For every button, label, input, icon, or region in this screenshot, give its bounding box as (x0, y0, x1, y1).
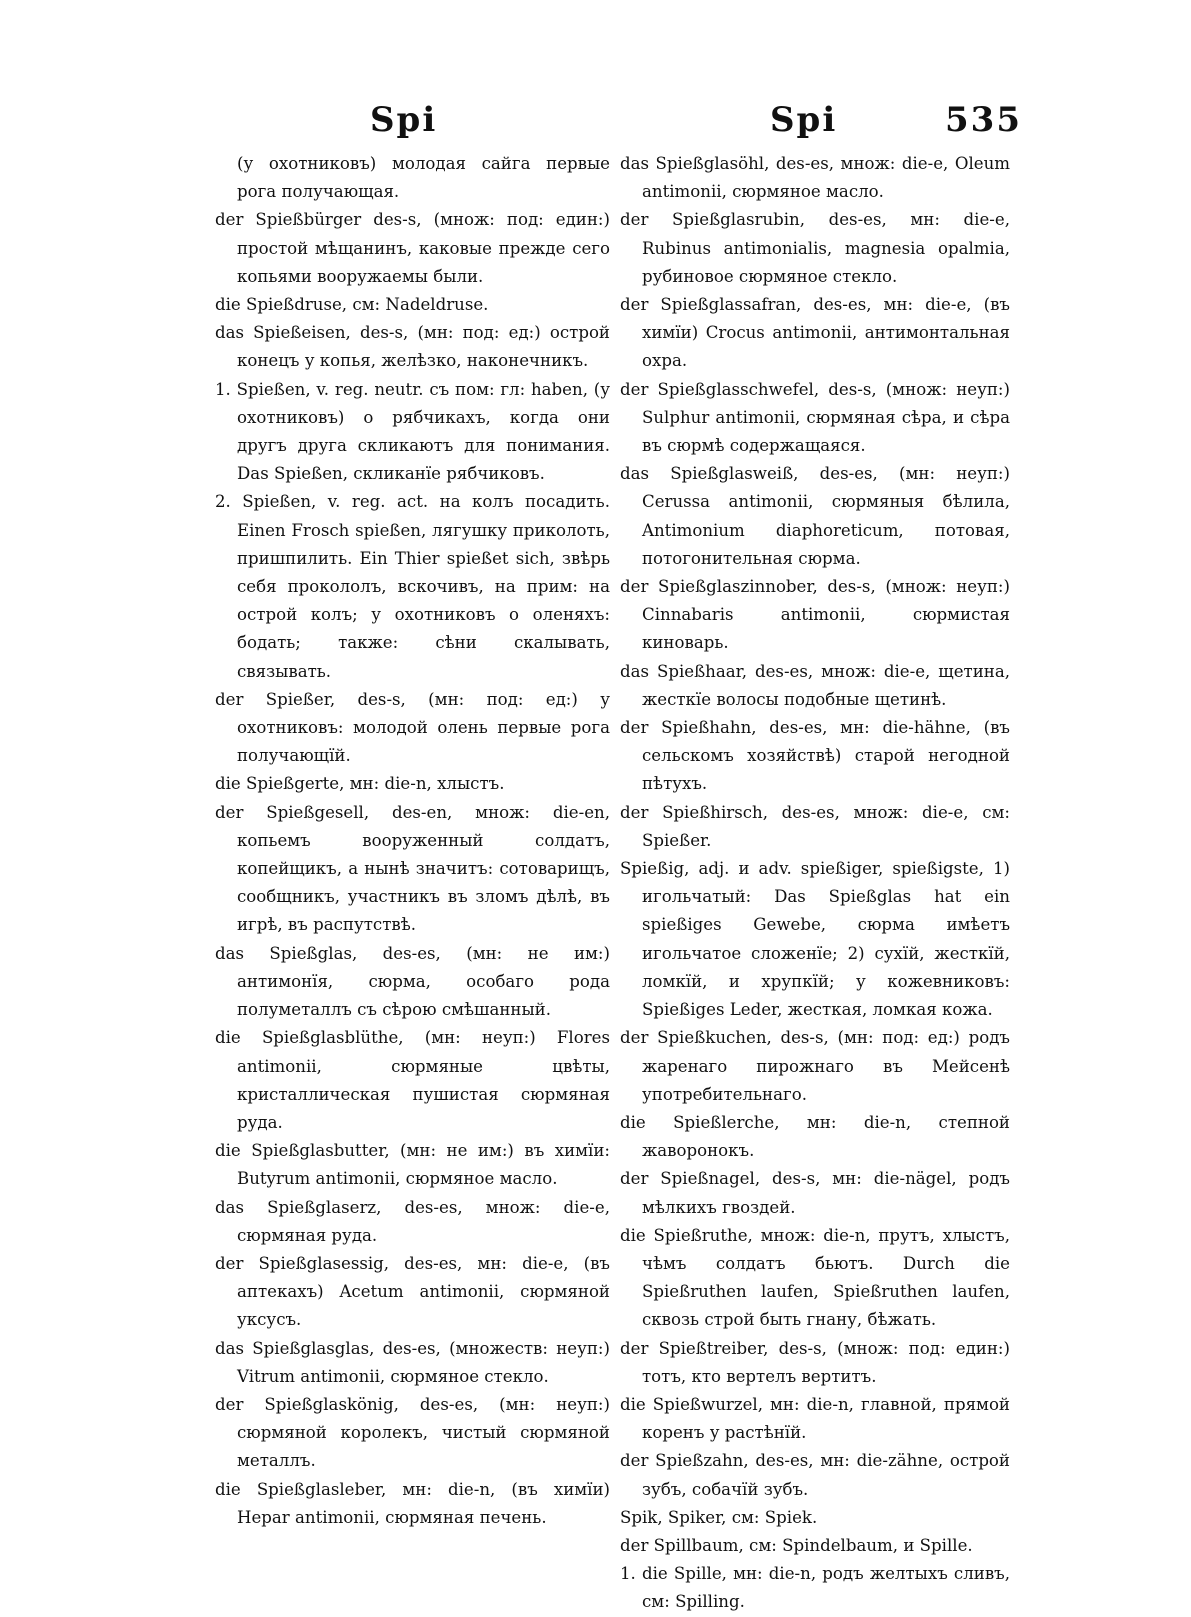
left-column (215, 150, 610, 1532)
dictionary-entry: das Spießhaar, des-es, множ: die-e, щетина, жесткïе волосы подобные щетинѣ. (620, 661, 1010, 709)
dictionary-entry: die Spießglasblüthe, (мн: неуп:) Flores antimonii, сюрмяные цвѣты, кристаллическая пушистая сюрмяная руда. (215, 1028, 610, 1132)
dictionary-entry: das Spießglasweiß, des-es, (мн: неуп:) Cerussa antimonii, сюрмяныя бѣлила, Antimonium diaphoreticum, потовая, потогонительная сюрма. (620, 464, 1010, 568)
dictionary-entry: der Spießglaskönig, des-es, (мн: неуп:) сюрмяной королекъ, чистый сюрмяной металлъ. (215, 1394, 610, 1471)
dictionary-entry: die Spießruthe, множ: die-n, прутъ, хлыстъ, чѣмъ солдатъ бьютъ. Durch die Spießruthen laufen, Spießruthen laufen, сквозь строй быть гнану, бѣжать. (620, 1225, 1010, 1330)
dictionary-entry: der Spießglaszinnober, des-s, (множ: неуп:) Cinnabaris antimonii, сюрмистая киноварь. (620, 577, 1010, 653)
dictionary-entry: 1. Spießen, v. reg. neutr. съ пом: гл: haben, (у охотниковъ) о рябчикахъ, когда они другъ друга скликаютъ для понимания. Das Spießen, скликанïе рябчиковъ. (215, 379, 610, 484)
dictionary-entry: der Spießbürger des-s, (множ: под: един:) простой мѣщанинъ, каковые прежде сего копьями вооружаемы были. (215, 210, 610, 286)
dictionary-entry: das Spießglas, des-es, (мн: не им:) антимонïя, сюрма, особаго рода полуметаллъ съ сѣрою смѣшанный. (215, 943, 610, 1020)
dictionary-entry: der Spießglasessig, des-es, мн: die-e, (въ аптекахъ) Acetum antimonii, сюрмяной уксусъ. (215, 1253, 610, 1330)
dictionary-entry: die Spießlerche, мн: die-n, степной жаворонокъ. (620, 1112, 1010, 1161)
dictionary-entry: die Spießdruse, см: Nadeldruse. (215, 295, 489, 315)
dictionary-entry: der Spießer, des-s, (мн: под: ед:) у охотниковъ: молодой олень первые рога получающïй. (215, 689, 610, 766)
dictionary-entry: die Spießgerte, мн: die-n, хлыстъ. (215, 774, 505, 794)
dictionary-entry: das Spießglasglas, des-es, (множеств: неуп:) Vitrum antimonii, сюрмяное стекло. (215, 1338, 610, 1386)
dictionary-entry: der Spillbaum, см: Spindelbaum, и Spille. (620, 1535, 973, 1555)
dictionary-entry: (у охотниковъ) молодая сайга первые рога получающая. (237, 154, 610, 202)
dictionary-entry: das Spießeisen, des-s, (мн: под: ед:) острой конецъ у копья, желѣзко, наконечникъ. (215, 323, 610, 371)
dictionary-entry: der Spießglasrubin, des-es, мн: die-e, Rubinus antimonialis, magnesia opalmia, рубиновое сюрмяное стекло. (620, 210, 1010, 286)
dictionary-entry: Spießig, adj. и adv. spießiger, spießigste, 1) игольчатый: Das Spießglas hat ein spießiges Gewebe, сюрма имѣетъ игольчатое сложенïе; 2) сухïй, жесткïй, ломкïй, и хрупкïй; у кожевниковъ: Spießiges Leder, жесткая, ломкая кожа. (620, 859, 1010, 1020)
page-number: 535 (945, 100, 1022, 140)
dictionary-entry: der Spießhahn, des-es, мн: die-hähne, (въ сельскомъ хозяйствѣ) старой негодной пѣтухъ. (620, 718, 1010, 794)
dictionary-entry: die Spießglasbutter, (мн: не им:) въ химïи: Butyrum antimonii, сюрмяное масло. (215, 1141, 610, 1189)
dictionary-entry: Spik, Spiker, см: Spiek. (620, 1507, 818, 1527)
dictionary-entry: 2. Spießen, v. reg. act. на колъ посадить. Einen Frosch spießen, лягушку приколоть, пришпилить. Ein Thier spießet sich, звѣрь себя прокололъ, вскочивъ, на прим: на острой колъ; у охотниковъ о оленяхъ: бодать; также: сѣни скалывать, связывать. (215, 492, 610, 681)
page-header (210, 100, 1022, 150)
dictionary-entry: der Spießglasschwefel, des-s, (множ: неуп:) Sulphur antimonii, сюрмяная сѣра, и сѣра въ сюрмѣ содержащаяся. (620, 379, 1010, 456)
right-column (620, 150, 1010, 1617)
dictionary-entry: die Spießglasleber, мн: die-n, (въ химïи) Hepar antimonii, сюрмяная печень. (215, 1479, 610, 1527)
dictionary-entry: der Spießtreiber, des-s, (множ: под: един:) тотъ, кто вертелъ вертитъ. (620, 1338, 1010, 1386)
dictionary-entry: die Spießwurzel, мн: die-n, главной, прямой коренъ у растѣнïй. (620, 1394, 1010, 1443)
dictionary-entry: der Spießglassafran, des-es, мн: die-e, (въ химïи) Crocus antimonii, антимонтальная охра. (620, 295, 1010, 371)
dictionary-entry: das Spießglasöhl, des-es, множ: die-e, Oleum antimonii, сюрмяное масло. (620, 154, 1010, 202)
dictionary-entry: der Spießzahn, des-es, мн: die-zähne, острой зубъ, собачïй зубъ. (620, 1451, 1010, 1499)
dictionary-entry: der Spießhirsch, des-es, множ: die-e, см: Spießer. (620, 802, 1010, 850)
dictionary-entry: der Spießgesell, des-en, множ: die-en, копьемъ вооруженный солдатъ, копейщикъ, а нынѣ значитъ: сотоварищъ, сообщникъ, участникъ въ зломъ дѣлѣ, въ игрѣ, въ распутствѣ. (215, 802, 610, 935)
running-head-right: Spi (770, 100, 838, 140)
dictionary-entry: das Spießglaserz, des-es, множ: die-e, сюрмяная руда. (215, 1197, 610, 1245)
dictionary-entry: der Spießkuchen, des-s, (мн: под: ед:) родъ жаренаго пирожнаго въ Мейсенѣ употребительнаго. (620, 1028, 1010, 1104)
running-head-left: Spi (370, 100, 438, 140)
dictionary-entry: 1. die Spille, мн: die-n, родъ желтыхъ сливъ, см: Spilling. (620, 1564, 1010, 1612)
dictionary-entry: der Spießnagel, des-s, мн: die-nägel, родъ мѣлкихъ гвоздей. (620, 1169, 1010, 1217)
